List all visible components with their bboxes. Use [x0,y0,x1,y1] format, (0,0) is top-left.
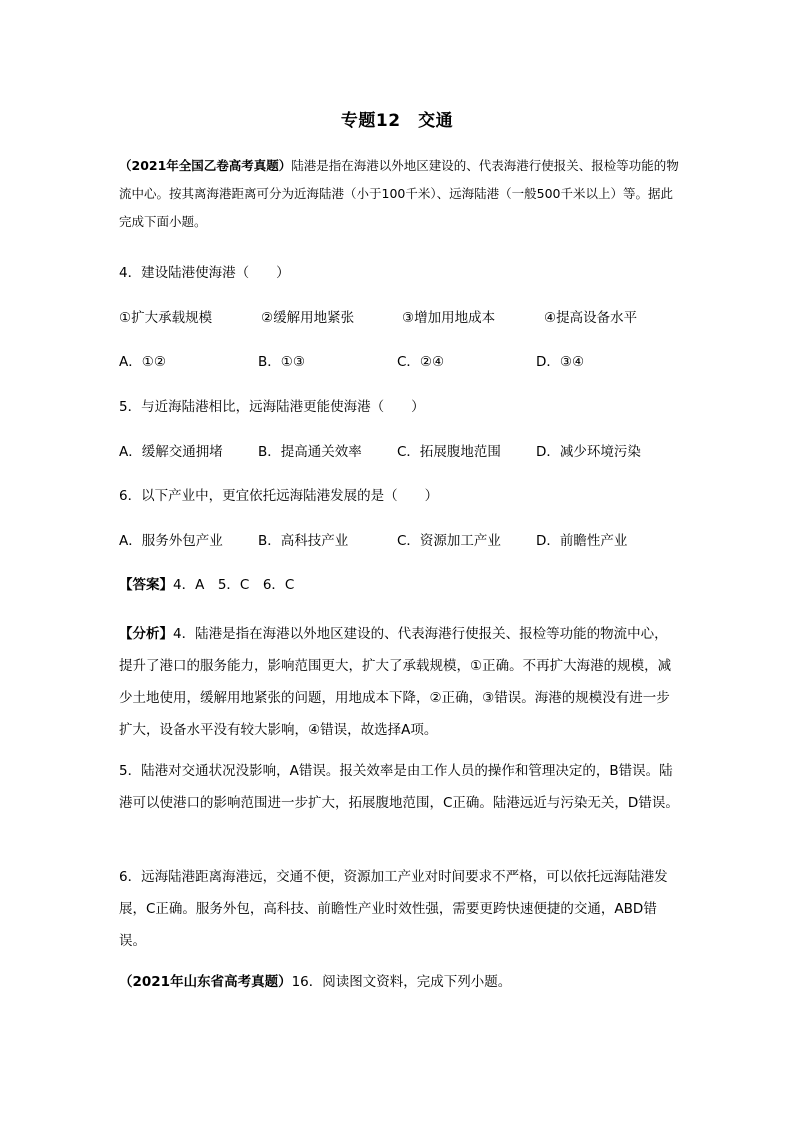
q5-option-d: D．减少环境污染 [536,444,641,460]
question-6-options [119,531,679,551]
q4-item-1: ①扩大承载规模 [119,310,213,326]
next-text: 16．阅读图文资料，完成下列小题。 [291,974,512,990]
q6-option-c: C．资源加工产业 [397,533,501,549]
q6-option-d: D．前瞻性产业 [536,533,628,549]
q4-item-4: ④提高设备水平 [544,310,638,326]
q4-item-2: ②缓解用地紧张 [261,310,355,326]
q6-option-a: A．服务外包产业 [119,533,223,549]
q5-option-c: C．拓展腹地范围 [397,444,501,460]
q5-option-b: B．提高通关效率 [258,444,362,460]
intro-text: 陆港是指在海港以外地区建设的、代表海港行使报关、报检等功能的物流中心。按其离海港距离可分为近海陆港（小于100千米）、远海陆港（一般500千米以上）等。据此完成下面小题。 [119,158,679,229]
question-4-options [119,352,679,372]
q4-option-d: D．③④ [536,354,585,370]
q5-option-a: A．缓解交通拥堵 [119,444,223,460]
page-title: 专题12 交通 [340,111,454,131]
q4-option-c: C．②④ [397,354,445,370]
analysis-label: 【分析】 [119,626,173,642]
answer-text: 4．A 5．C 6．C [173,577,295,593]
intro-paragraph [119,152,679,236]
q4-option-b: B．①③ [258,354,305,370]
question-4-items [119,308,679,328]
analysis-text-4: 4．陆港是指在海港以外地区建设的、代表海港行使报关、报检等功能的物流中心，提升了港口的服务能力，影响范围更大，扩大了承载规模，①正确。不再扩大海港的规模，减少土地使用，缓解用地紧张的问题，用地成本下降，②正确，③错误。海港的规模没有进一步扩大，设备水平没有较大影响，④错误，故选择A项。 [119,626,672,738]
analysis-paragraph-4 [119,618,679,746]
analysis-paragraph-5: 5．陆港对交通状况没影响，A错误。报关效率是由工作人员的操作和管理决定的，B错误。陆港可以使港口的影响范围进一步扩大，拓展腹地范围，C正确。陆港远近与污染无关，D错误。 [119,763,679,811]
q4-option-a: A．①② [119,354,166,370]
question-5-stem: 5．与近海陆港相比，远海陆港更能使海港（ ） [119,399,425,415]
intro-source: （2021年全国乙卷高考真题） [119,158,292,173]
answer-label: 【答案】 [119,577,173,593]
q4-item-3: ③增加用地成本 [402,310,496,326]
answer-line [119,575,294,595]
next-source: （2021年山东省高考真题） [119,974,292,990]
question-6-stem: 6．以下产业中，更宜依托远海陆港发展的是（ ） [119,488,439,504]
analysis-paragraph-6: 6．远海陆港距离海港远，交通不便，资源加工产业对时间要求不严格，可以依托远海陆港发展，C正确。服务外包，高科技、前瞻性产业时效性强，需要更跨快速便捷的交通，ABD错误。 [119,869,668,949]
question-5-options [119,442,679,462]
next-question-line [119,972,511,992]
question-4-stem: 4．建设陆港使海港（ ） [119,265,290,281]
q6-option-b: B．高科技产业 [258,533,349,549]
